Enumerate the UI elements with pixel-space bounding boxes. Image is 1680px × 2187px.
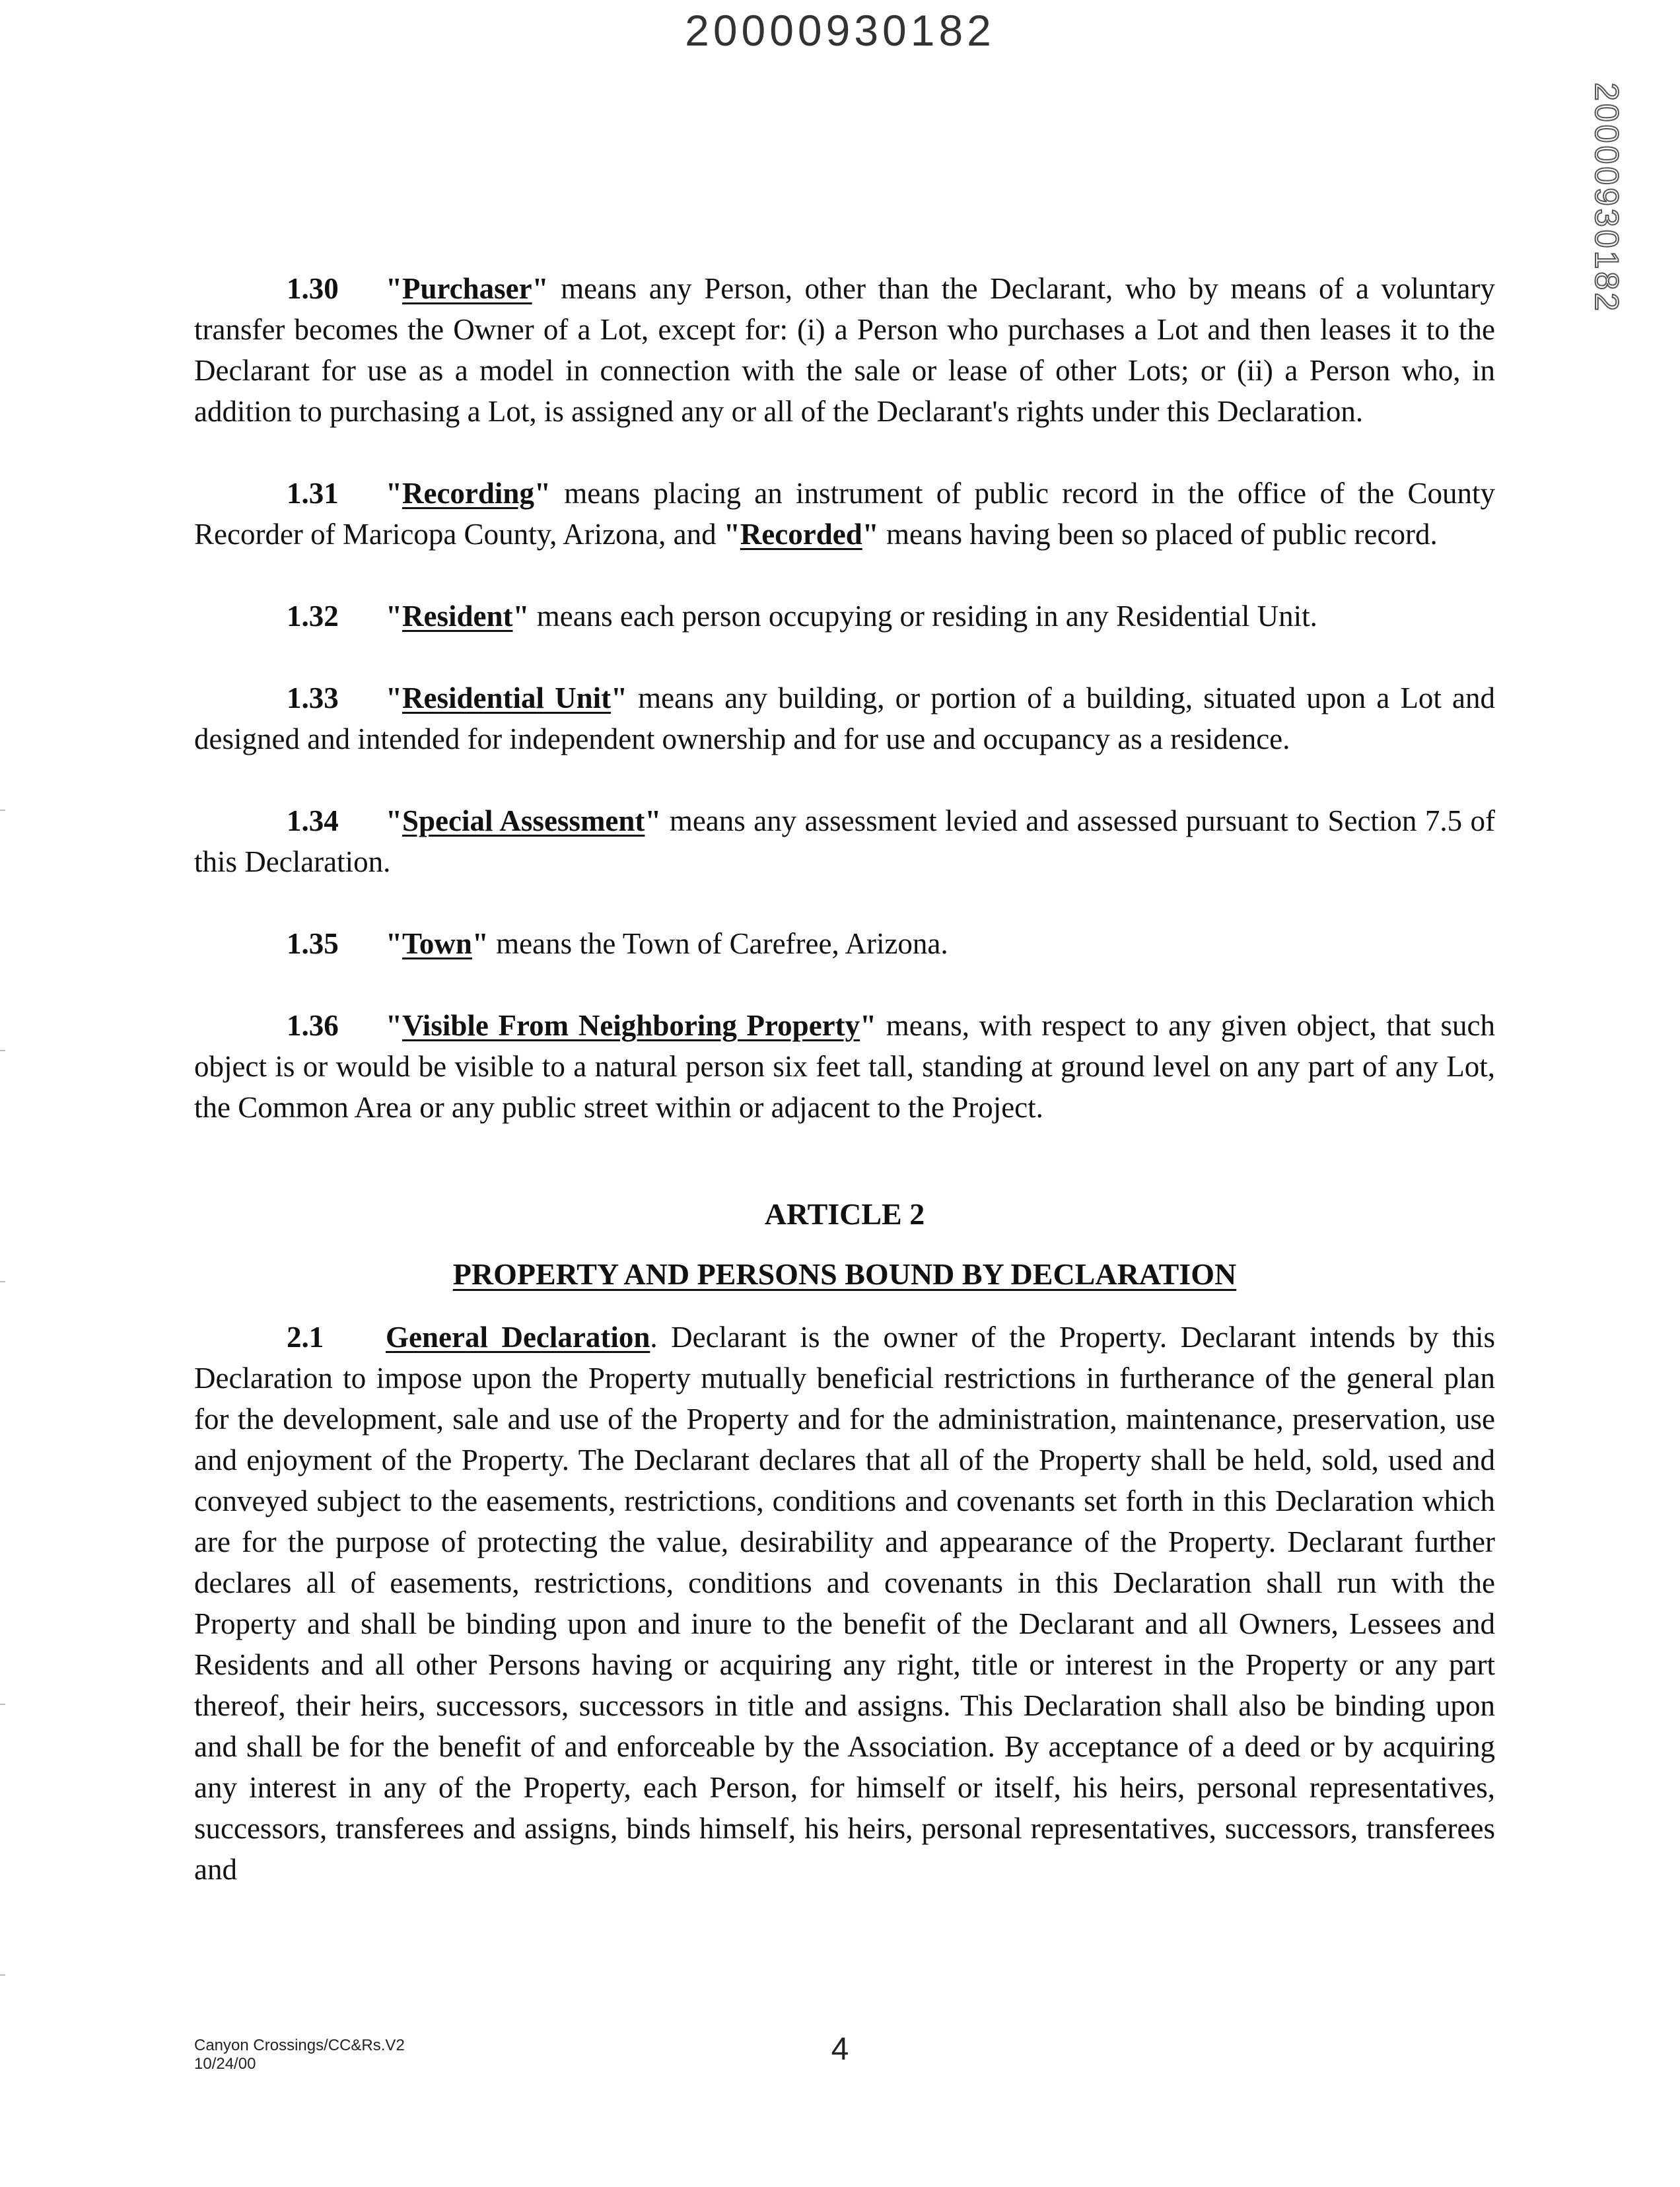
section-1-33: 1.33 "Residential Unit" means any building, or portion of a building, situated upon a Lot and designed and intended for independent ownership and for use and occupancy as a residence. bbox=[194, 681, 1495, 755]
section-2-1: 2.1 General Declaration. Declarant is the owner of the Property. Declarant intends by this Declaration to impose upon the Property mutually beneficial restrictions in furtherance of the general plan for the development, sale and use of the Property and for the administration, maintenance, preservation, use and enjoyment of the Property. The Declarant declares that all of the Property shall be held, sold, used and conveyed subject to the easements, restrictions, conditions and covenants set forth in this Declaration which are for the purpose of protecting the value, desirability and appearance of the Property. Declarant further declares all of easements, restrictions, conditions and covenants in this Declaration shall run with the Property and shall be binding upon and inure to the benefit of the Declarant and all Owners, Lessees and Residents and all other Persons having or acquiring any right, title or interest in the Property or any part thereof, their heirs, successors, successors in title and assigns. This Declaration shall also be binding upon and shall be for the benefit of and enforceable by the Association. By acceptance of a deed or by acquiring any interest in any of the Property, each Person, for himself or itself, his heirs, personal representatives, successors, transferees and assigns, binds himself, his heirs, personal representatives, successors, transferees and bbox=[194, 1321, 1495, 1886]
side-recording-stamp: 20000930182 bbox=[1588, 83, 1625, 314]
page-number: 4 bbox=[831, 2032, 849, 2067]
recording-number: 20000930182 bbox=[685, 6, 995, 55]
section-1-31: 1.31 "Recording" means placing an instrument of public record in the office of the County Recorder of Maricopa County, Arizona, and "Recorded" means having been so placed of public record. bbox=[194, 477, 1495, 551]
article-subtitle: PROPERTY AND PERSONS BOUND BY DECLARATION bbox=[452, 1257, 1237, 1291]
section-1-32: 1.32 "Resident" means each person occupying or residing in any Residential Unit. bbox=[287, 600, 1317, 633]
section-1-30: 1.30 "Purchaser" means any Person, other than the Declarant, who by means of a voluntary transfer becomes the Owner of a Lot, except for: (i) a Person who purchases a Lot and then leases it to the Declarant for use as a model in connection with the sale or lease of other Lots; or (ii) a Person who, in addition to purchasing a Lot, is assigned any or all of the Declarant's rights under this Declaration. bbox=[194, 272, 1495, 428]
section-1-34: 1.34 "Special Assessment" means any assessment levied and assessed pursuant to Section 7.5 of this Declaration. bbox=[194, 804, 1495, 878]
section-1-35: 1.35 "Town" means the Town of Carefree, Arizona. bbox=[287, 927, 948, 960]
scan-mark bbox=[0, 1050, 5, 1051]
scan-mark bbox=[0, 1704, 5, 1705]
section-1-36: 1.36 "Visible From Neighboring Property" means, with respect to any given object, that such object is or would be visible to a natural person six feet tall, standing at ground level on any part of any Lot, the Common Area or any public street within or adjacent to the Project. bbox=[194, 1009, 1495, 1124]
scan-mark bbox=[0, 1974, 5, 1976]
article-title: ARTICLE 2 bbox=[764, 1197, 925, 1231]
scan-mark bbox=[0, 1281, 5, 1282]
scan-mark bbox=[0, 810, 5, 811]
footer-doc-reference: Canyon Crossings/CC&Rs.V2 10/24/00 bbox=[194, 2036, 405, 2073]
document-body bbox=[194, 268, 1495, 1890]
